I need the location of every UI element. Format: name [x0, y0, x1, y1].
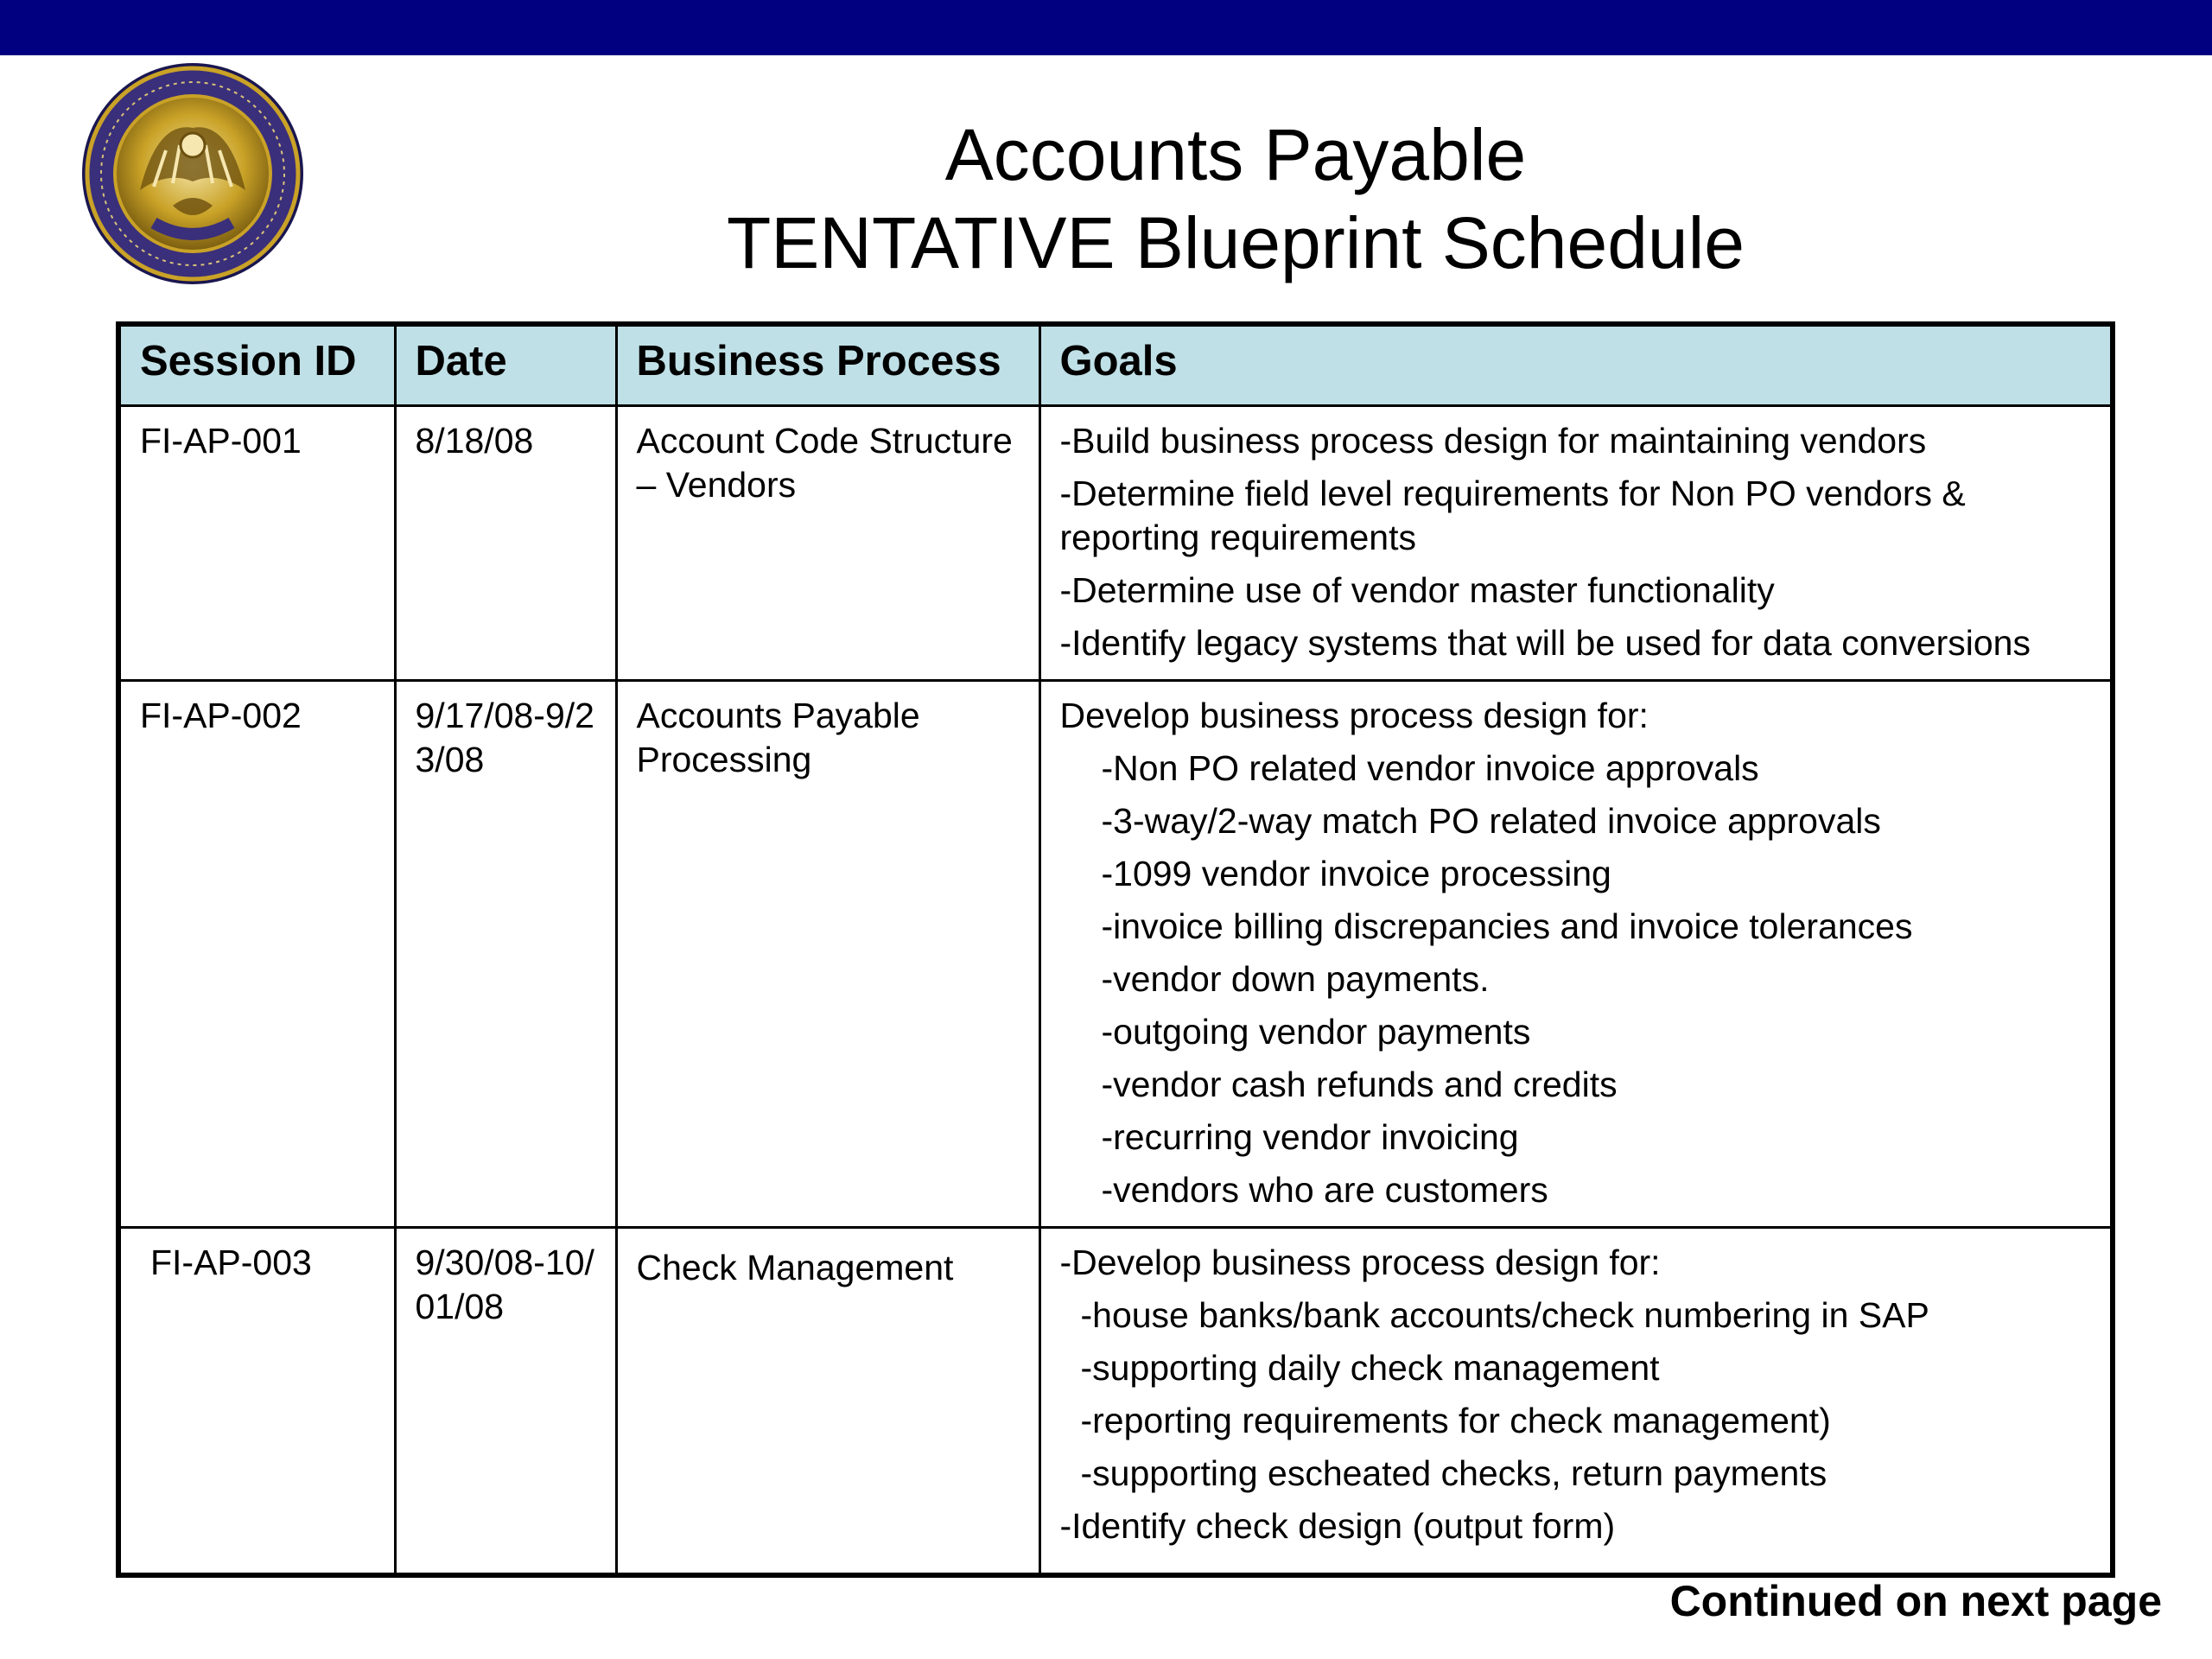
- pelican-seal-icon: [79, 60, 306, 287]
- continued-note: Continued on next page: [1669, 1577, 2162, 1625]
- blueprint-schedule-table: [116, 321, 2115, 1578]
- table-row: [118, 1227, 2113, 1575]
- title-line-2: TENTATIVE Blueprint Schedule: [726, 202, 1745, 283]
- top-banner-bar: [0, 0, 2212, 55]
- business-process-cell: Accounts Payable Processing: [616, 680, 1039, 1227]
- goal-item: -Develop business process design for:: [1059, 1242, 1661, 1282]
- header-goals: Goals: [1039, 324, 2113, 405]
- goal-item: -reporting requirements for check management): [1080, 1400, 1831, 1440]
- goal-item: -Identify check design (output form): [1059, 1505, 1616, 1546]
- business-process-cell: Check Management: [616, 1227, 1039, 1575]
- header-business-process: Business Process: [616, 324, 1039, 405]
- goal-item: -Non PO related vendor invoice approvals: [1101, 747, 1759, 788]
- table-row: [118, 680, 2113, 1227]
- goal-item: -Determine field level requirements for Non PO vendors & reporting requirements: [1059, 473, 1966, 557]
- goal-item: -invoice billing discrepancies and invoice tolerances: [1101, 906, 1913, 946]
- session-id-cell: FI-AP-002: [118, 680, 395, 1227]
- table-header-row: [118, 324, 2113, 405]
- business-process-cell: Account Code Structure – Vendors: [616, 405, 1039, 680]
- goal-item: -house banks/bank accounts/check numbering in SAP: [1080, 1294, 1929, 1335]
- goal-item: -Build business process design for maintaining vendors: [1059, 420, 1927, 461]
- goal-item: -supporting daily check management: [1080, 1347, 1660, 1388]
- goal-item: -recurring vendor invoicing: [1101, 1116, 1519, 1157]
- goal-item: -Identify legacy systems that will be used for data conversions: [1059, 622, 2031, 663]
- title-line-1: Accounts Payable: [944, 114, 1527, 195]
- date-cell: 9/17/08-9/23/08: [395, 680, 616, 1227]
- date-cell: 8/18/08: [395, 405, 616, 680]
- goal-item: -outgoing vendor payments: [1101, 1011, 1531, 1052]
- goal-item: -vendors who are customers: [1101, 1169, 1548, 1210]
- table-row: [118, 405, 2113, 680]
- goals-cell: [1039, 680, 2113, 1227]
- goal-item: -supporting escheated checks, return payments: [1080, 1452, 1827, 1493]
- goals-cell: [1039, 405, 2113, 680]
- session-id-cell: FI-AP-003: [118, 1227, 395, 1575]
- goal-item: -Determine use of vendor master functionality: [1059, 569, 1775, 610]
- goal-item: -3-way/2-way match PO related invoice approvals: [1101, 800, 1881, 841]
- state-seal-logo: [79, 60, 306, 287]
- page-title: [536, 111, 1936, 287]
- date-cell: 9/30/08-10/01/08: [395, 1227, 616, 1575]
- goals-cell: [1039, 1227, 2113, 1575]
- goal-item: Develop business process design for:: [1059, 695, 1649, 735]
- header-session-id: Session ID: [118, 324, 395, 405]
- goal-item: -vendor down payments.: [1101, 958, 1490, 999]
- goal-item: -vendor cash refunds and credits: [1101, 1064, 1618, 1104]
- goal-item: -1099 vendor invoice processing: [1101, 853, 1611, 893]
- session-id-cell: FI-AP-001: [118, 405, 395, 680]
- header-date: Date: [395, 324, 616, 405]
